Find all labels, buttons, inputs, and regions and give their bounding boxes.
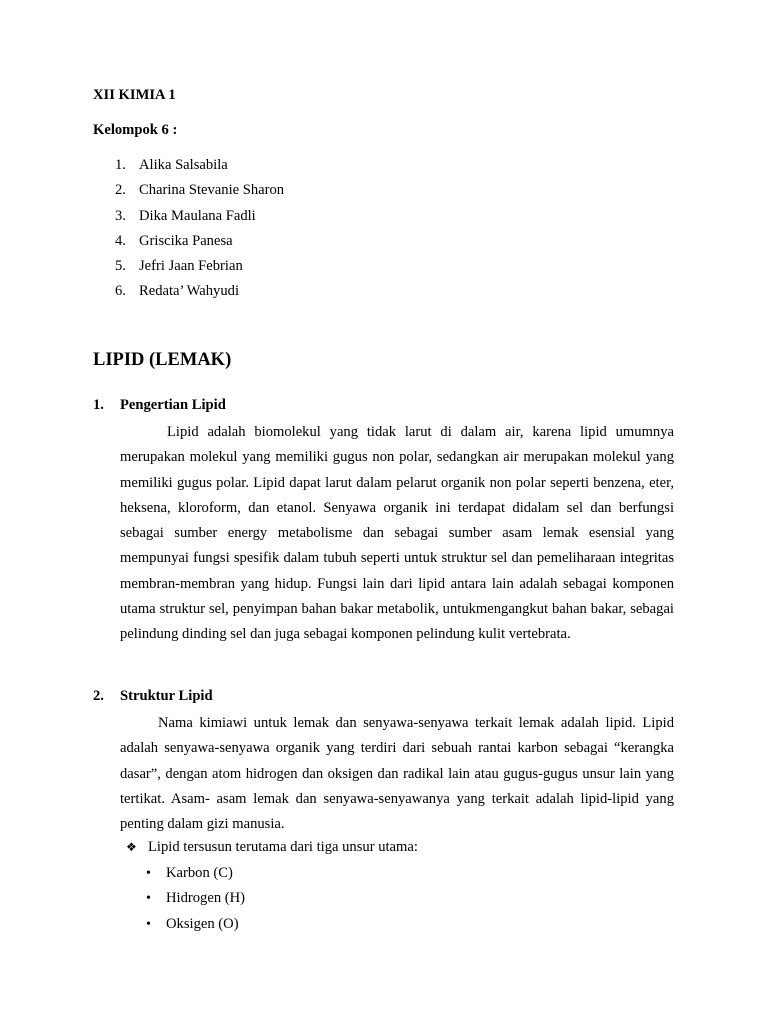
list-item [115,155,284,180]
member-number: 3. [115,207,126,224]
member-name: Jefri Jaan Febrian [139,258,243,275]
member-name: Griscika Panesa [139,232,233,249]
section-title: Struktur Lipid [120,688,213,704]
diamond-bullet-icon: ❖ [126,840,137,854]
bullet-icon: • [146,891,151,907]
section-paragraph: Lipid adalah biomolekul yang tidak larut di dalam air, karena lipid umumnya merupakan molekul yang memiliki gugus non polar, sedangkan air merupakan molekul yang memiliki gugus polar. Lipid dapat larut dalam pelarut organik non polar seperti benzena, eter, heksena, kloroform, dan etanol. Senyawa organik ini terdapat didalam sel dan berfungsi sebagai sumber energy metabolisme dan sebagai sumber asam lemak esensial yang mempunyai fungsi spesifik dalam tubuh seperti untuk struktur sel dan pemeliharaan integritas membran-membran yang hidup. Fungsi lain dari lipid antara lain adalah sebagai komponen utama struktur sel, penyimpan bahan bakar metabolik, untukmengangkut bahan bakar, sebagai pelindung dinding sel dan juga sebagai komponen pelindung kulit vertebrata. [120,424,674,643]
list-item [115,206,284,231]
diamond-list-item [126,839,418,856]
member-name: Redata’ Wahyudi [139,283,240,300]
bullet-icon: • [146,916,151,932]
element-name: Karbon (C) [166,865,233,881]
member-number: 2. [115,182,126,199]
page-title: LIPID (LEMAK) [93,350,232,370]
element-name: Oksigen (O) [166,915,239,932]
list-item [146,888,245,913]
class-name: XII KIMIA 1 [93,87,176,103]
bullet-icon: • [146,866,151,881]
list-item [115,180,284,205]
member-list [115,155,284,307]
element-name: Hidrogen (H) [166,890,246,907]
list-item [146,914,245,939]
section-paragraph: Nama kimiawi untuk lemak dan senyawa-senyawa terkait lemak adalah lipid. Lipid adalah senyawa-senyawa organik yang terdiri dari sebuah rantai karbon sebagai “kerangka dasar”, dengan atom hidrogen dan oksigen dan radikal lain atau gugus-gugus unsur lain yang tertikat. Asam- asam lemak dan senyawa-senyawanya yang terkait adalah lipid-lipid yang penting dalam gizi manusia. [120,715,674,833]
member-name: Dika Maulana Fadli [139,207,256,224]
diamond-item-text: Lipid tersusun terutama dari tiga unsur utama: [148,839,418,855]
member-number: 5. [115,258,126,275]
list-item [115,231,284,256]
element-list [146,863,245,939]
section-number: 1. [93,397,104,413]
member-number: 4. [115,232,126,249]
list-item [146,863,245,888]
list-item [115,256,284,281]
list-item [115,281,284,306]
member-number: 6. [115,283,126,300]
member-number: 1. [115,157,126,173]
member-name: Alika Salsabila [139,157,228,173]
member-name: Charina Stevanie Sharon [139,182,285,199]
section-heading [93,688,213,705]
section-number: 2. [93,688,104,704]
group-label: Kelompok 6 : [93,122,178,138]
section-heading [93,397,226,414]
section-title: Pengertian Lipid [120,397,226,413]
